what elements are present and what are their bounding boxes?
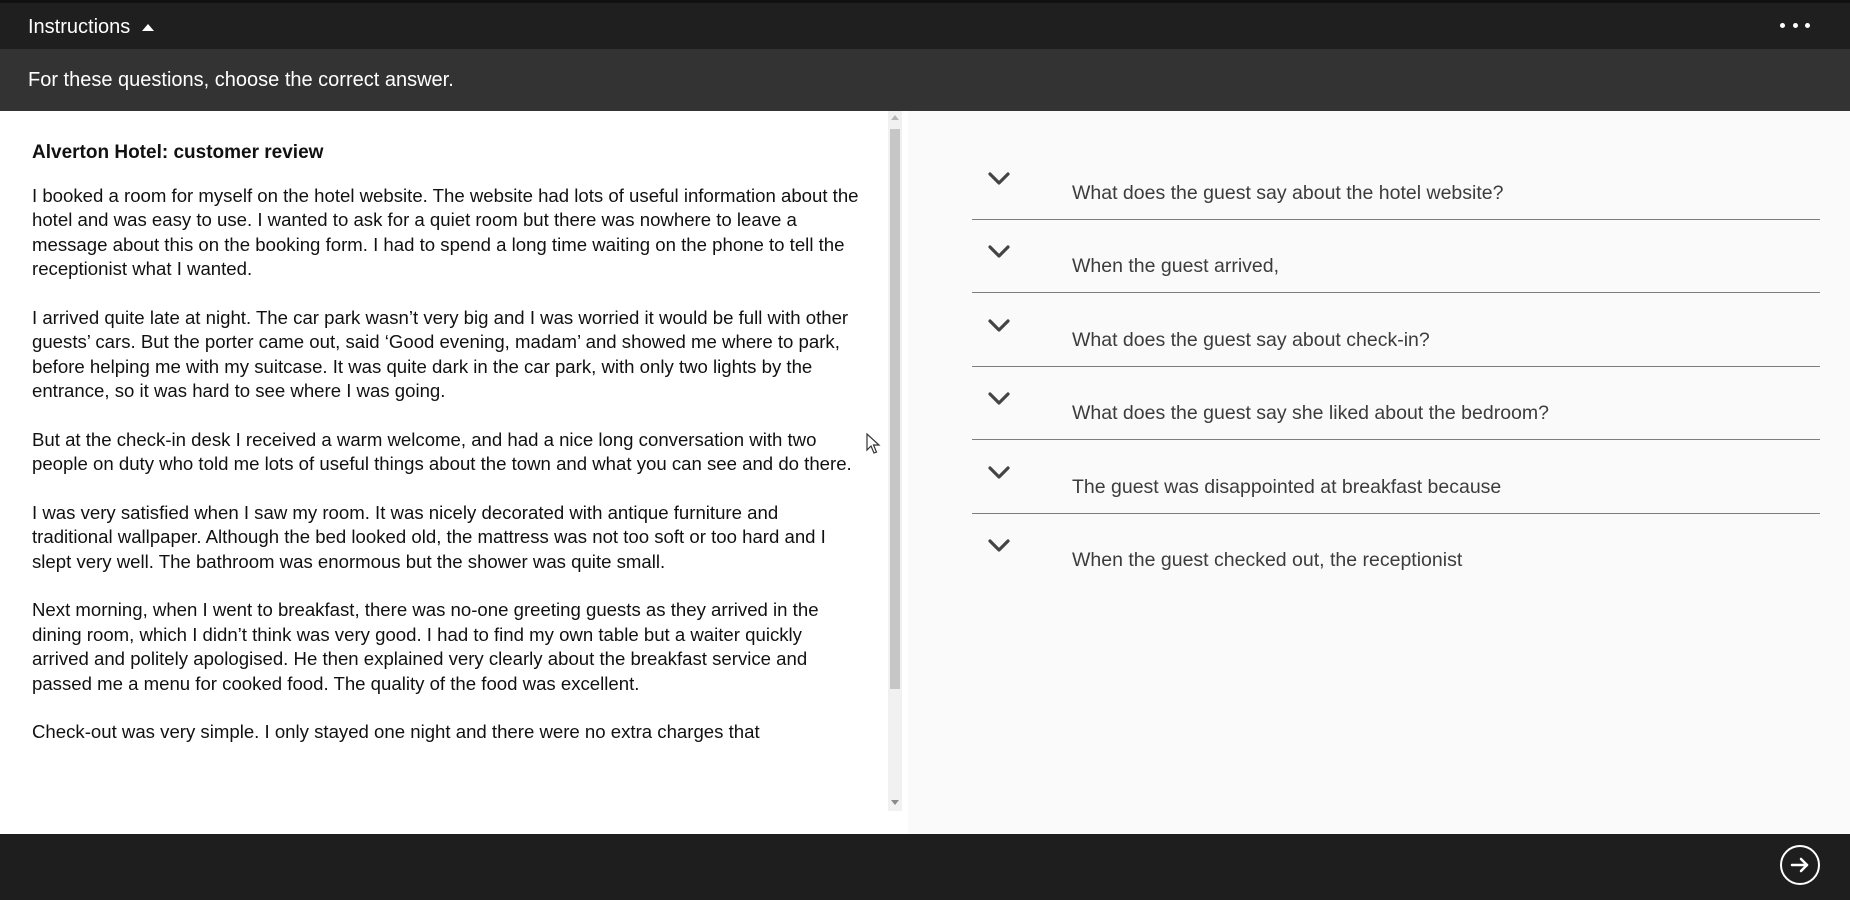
scroll-thumb[interactable] [890,129,900,689]
question-item[interactable] [972,515,1820,587]
reading-passage-panel [0,111,908,834]
question-text: What does the guest say about the hotel website? [1072,182,1504,204]
question-item[interactable] [972,295,1820,367]
question-item[interactable] [972,442,1820,514]
reading-passage [32,141,862,769]
question-text: What does the guest say she liked about the bedroom? [1072,402,1549,424]
passage-title: Alverton Hotel: customer review [32,142,324,163]
question-text: When the guest checked out, the receptionist [1072,549,1463,571]
question-text: When the guest arrived, [1072,255,1280,277]
scroll-down-arrow-icon[interactable] [891,800,899,805]
chevron-down-icon[interactable] [988,539,1010,553]
chevron-down-icon[interactable] [988,466,1010,480]
instructions-text: For these questions, choose the correct answer. [0,49,1850,111]
chevron-down-icon[interactable] [988,172,1010,186]
reading-scrollbar[interactable] [888,111,902,811]
next-button[interactable] [1780,845,1820,885]
instructions-header [0,0,1850,49]
questions-panel [908,111,1850,834]
chevron-down-icon[interactable] [988,245,1010,259]
question-item[interactable] [972,368,1820,440]
question-item[interactable] [972,148,1820,220]
more-dots-icon [1780,23,1785,28]
passage-paragraph: Check-out was very simple. I only stayed one night and there were no extra charges that [32,721,760,742]
chevron-down-icon[interactable] [988,319,1010,333]
passage-paragraph: I booked a room for myself on the hotel website. The website had lots of useful information about the hotel and was easy to use. I wanted to ask for a quiet room but there was nowhere to leave a message about this on the booking form. I had to spend a long time waiting on the phone to tell the receptionist what I wanted. [32,184,859,279]
scroll-up-arrow-icon[interactable] [891,115,899,120]
instructions-label: Instructions [28,15,131,38]
question-item[interactable] [972,221,1820,293]
more-options-button[interactable] [1780,15,1810,35]
passage-paragraph: I was very satisfied when I saw my room. It was nicely decorated with antique furniture and traditional wallpaper. Although the bed looked old, the mattress was not too soft or too hard and I slept very well. The bathroom was enormous but the shower was quite small. [32,501,826,572]
mouse-cursor-icon [866,433,882,455]
navigation-footer [0,834,1850,900]
chevron-down-icon[interactable] [988,392,1010,406]
arrow-right-circle-icon [1789,854,1811,876]
caret-up-icon [142,24,154,31]
passage-paragraph: Next morning, when I went to breakfast, there was no-one greeting guests as they arrived in the dining room, which I didn’t think was very good. I had to find my own table but a waiter quickly arrived and politely apologised. He then explained very clearly about the breakfast service and passed me a menu for cooked food. The quality of the food was excellent. [32,599,819,694]
question-text: What does the guest say about check-in? [1072,329,1430,351]
passage-paragraph: I arrived quite late at night. The car park wasn’t very big and I was worried it would be full with other guests’ cars. But the porter came out, said ‘Good evening, madam’ and showed me where to park, before helping me with my suitcase. It was quite dark in the car park, with only two lights by the entrance, so it was hard to see where I was going. [32,306,849,401]
question-text: The guest was disappointed at breakfast because [1072,476,1502,498]
instructions-toggle[interactable] [28,13,154,41]
passage-paragraph: But at the check-in desk I received a warm welcome, and had a nice long conversation with two people on duty who told me lots of useful things about the town and what you can see and do there. [32,428,852,474]
